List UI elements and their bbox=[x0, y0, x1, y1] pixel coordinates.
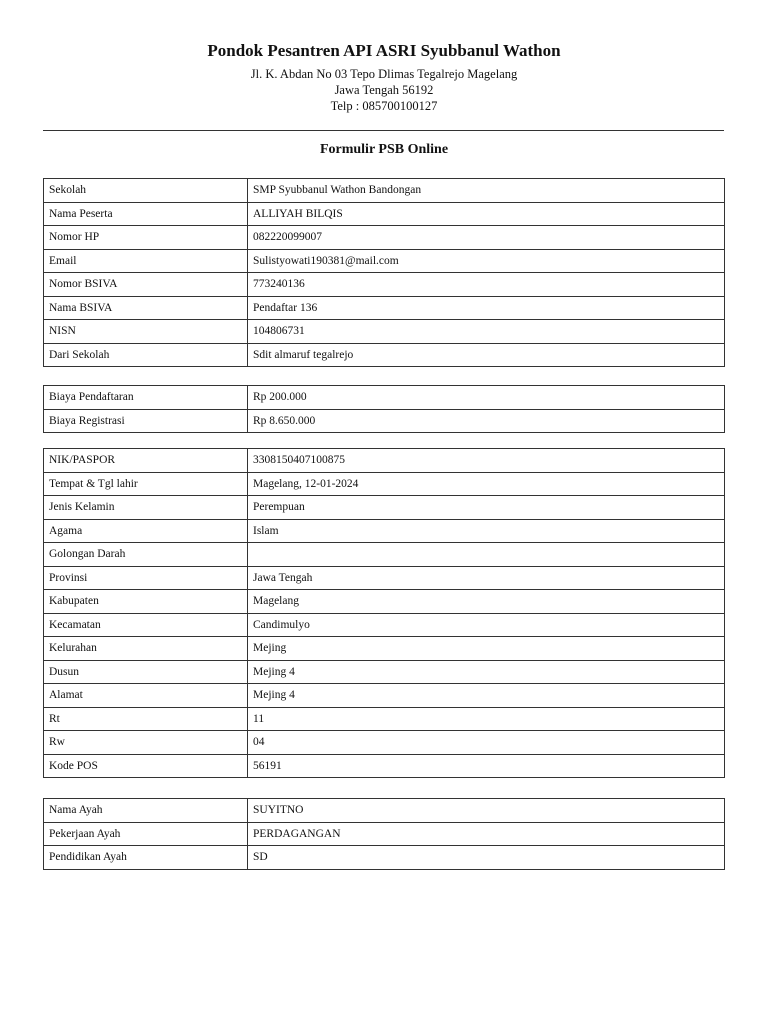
field-value: Magelang bbox=[248, 590, 725, 614]
table-row bbox=[44, 846, 725, 870]
table-row bbox=[44, 566, 725, 590]
table-row bbox=[44, 543, 725, 567]
field-value: SD bbox=[248, 846, 725, 870]
personal-info-table bbox=[43, 448, 725, 778]
field-label: Pendidikan Ayah bbox=[44, 846, 248, 870]
field-value: Magelang, 12-01-2024 bbox=[248, 472, 725, 496]
field-value: 04 bbox=[248, 731, 725, 755]
field-label: Biaya Pendaftaran bbox=[44, 386, 248, 410]
field-value: Mejing 4 bbox=[248, 660, 725, 684]
field-label: Rt bbox=[44, 707, 248, 731]
table-row bbox=[44, 637, 725, 661]
table-row bbox=[44, 409, 725, 433]
table-row bbox=[44, 296, 725, 320]
field-label: Nomor BSIVA bbox=[44, 273, 248, 297]
table-row bbox=[44, 273, 725, 297]
field-label: Sekolah bbox=[44, 179, 248, 203]
field-value: Mejing 4 bbox=[248, 684, 725, 708]
table-row bbox=[44, 226, 725, 250]
field-label: Kelurahan bbox=[44, 637, 248, 661]
field-value: Islam bbox=[248, 519, 725, 543]
field-value: PERDAGANGAN bbox=[248, 822, 725, 846]
field-label: Kabupaten bbox=[44, 590, 248, 614]
field-value: ALLIYAH BILQIS bbox=[248, 202, 725, 226]
field-label: Dari Sekolah bbox=[44, 343, 248, 367]
field-value: Jawa Tengah bbox=[248, 566, 725, 590]
table-row bbox=[44, 249, 725, 273]
father-info-table bbox=[43, 798, 725, 870]
field-label: Nama Ayah bbox=[44, 799, 248, 823]
table-row bbox=[44, 519, 725, 543]
table-row bbox=[44, 707, 725, 731]
field-value: Perempuan bbox=[248, 496, 725, 520]
table-row bbox=[44, 590, 725, 614]
field-value: 56191 bbox=[248, 754, 725, 778]
table-row bbox=[44, 449, 725, 473]
field-label: Kecamatan bbox=[44, 613, 248, 637]
field-label: Nama Peserta bbox=[44, 202, 248, 226]
table-row bbox=[44, 472, 725, 496]
field-value: SUYITNO bbox=[248, 799, 725, 823]
institution-phone: Telp : 085700100127 bbox=[330, 99, 438, 113]
institution-address: Jl. K. Abdan No 03 Tepo Dlimas Tegalrejo Magelang bbox=[250, 67, 518, 81]
field-label: Nama BSIVA bbox=[44, 296, 248, 320]
table-row bbox=[44, 179, 725, 203]
field-value: 082220099007 bbox=[248, 226, 725, 250]
table-row bbox=[44, 822, 725, 846]
table-row bbox=[44, 386, 725, 410]
header-divider bbox=[43, 130, 724, 131]
institution-name: Pondok Pesantren API ASRI Syubbanul Wathon bbox=[207, 41, 561, 60]
table-row bbox=[44, 496, 725, 520]
table-row bbox=[44, 660, 725, 684]
fees-table bbox=[43, 385, 725, 433]
table-row bbox=[44, 202, 725, 226]
field-label: NISN bbox=[44, 320, 248, 344]
table-row bbox=[44, 731, 725, 755]
field-value: Sdit almaruf tegalrejo bbox=[248, 343, 725, 367]
field-label: NIK/PASPOR bbox=[44, 449, 248, 473]
field-value: 11 bbox=[248, 707, 725, 731]
student-info-table bbox=[43, 178, 725, 367]
field-label: Alamat bbox=[44, 684, 248, 708]
field-label: Pekerjaan Ayah bbox=[44, 822, 248, 846]
field-label: Nomor HP bbox=[44, 226, 248, 250]
field-label: Email bbox=[44, 249, 248, 273]
table-row bbox=[44, 754, 725, 778]
field-value: Candimulyo bbox=[248, 613, 725, 637]
field-value: SMP Syubbanul Wathon Bandongan bbox=[248, 179, 725, 203]
field-value: 3308150407100875 bbox=[248, 449, 725, 473]
field-value: Rp 8.650.000 bbox=[248, 409, 725, 433]
table-row bbox=[44, 799, 725, 823]
table-row bbox=[44, 343, 725, 367]
table-row bbox=[44, 613, 725, 637]
field-label: Golongan Darah bbox=[44, 543, 248, 567]
field-value: Sulistyowati190381@mail.com bbox=[248, 249, 725, 273]
table-row bbox=[44, 320, 725, 344]
document-header bbox=[0, 40, 768, 114]
field-label: Biaya Registrasi bbox=[44, 409, 248, 433]
field-label: Tempat & Tgl lahir bbox=[44, 472, 248, 496]
field-value: Mejing bbox=[248, 637, 725, 661]
field-value: Pendaftar 136 bbox=[248, 296, 725, 320]
field-value: 773240136 bbox=[248, 273, 725, 297]
field-label: Kode POS bbox=[44, 754, 248, 778]
institution-region: Jawa Tengah 56192 bbox=[334, 83, 434, 97]
form-title: Formulir PSB Online bbox=[319, 142, 449, 157]
field-label: Jenis Kelamin bbox=[44, 496, 248, 520]
field-label: Rw bbox=[44, 731, 248, 755]
field-value bbox=[248, 543, 725, 567]
table-row bbox=[44, 684, 725, 708]
field-value: 104806731 bbox=[248, 320, 725, 344]
field-label: Agama bbox=[44, 519, 248, 543]
field-label: Dusun bbox=[44, 660, 248, 684]
field-value: Rp 200.000 bbox=[248, 386, 725, 410]
field-label: Provinsi bbox=[44, 566, 248, 590]
